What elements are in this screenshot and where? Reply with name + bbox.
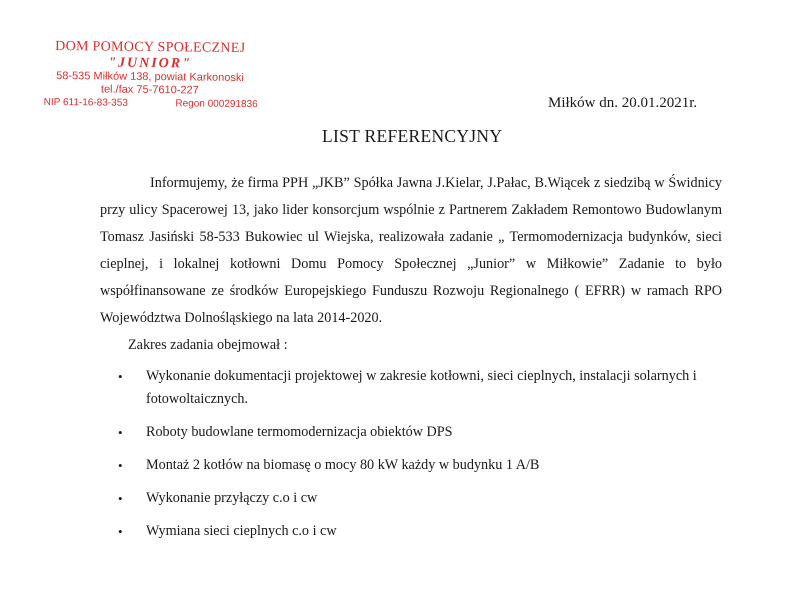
list-item bbox=[100, 487, 722, 510]
stamp-institution-subname: "JUNIOR" bbox=[108, 55, 193, 72]
scope-list bbox=[100, 365, 722, 543]
bullet-icon: • bbox=[118, 369, 123, 384]
stamp-ids bbox=[40, 96, 260, 112]
institution-stamp bbox=[40, 39, 261, 112]
main-paragraph: Informujemy, że firma PPH „JKB” Spółka Jawna J.Kielar, J.Pałac, B.Wiącek z siedzibą w Świdnicy przy ulicy Spacerowej 13, jako lider konsorcjum wspólnie z Partnerem Zakładem Remontowo Budowlanym Tomasz Jasiński 58-533 Bukowiec ul Wiejska, realizowała zadanie „ Termomodernizacja budynków, sieci cieplnej, i lokalnej kotłowni Domu Pomocy Społecznej „Junior” w Miłkowie” Zadanie to było współfinansowane ze środków Europejskiego Funduszu Rozwoju Regionalnego ( EFRR) w ramach RPO Województwa Dolnośląskiego na lata 2014-2020. bbox=[100, 175, 722, 326]
bullet-icon: • bbox=[118, 425, 123, 440]
list-item-text: Wykonanie przyłączy c.o i cw bbox=[146, 490, 318, 506]
list-item-text: Wykonanie dokumentacji projektowej w zakresie kotłowni, sieci cieplnych, instalacji solarnych i fotowoltaicznych. bbox=[146, 368, 697, 407]
list-item-text: Montaż 2 kotłów na biomasę o mocy 80 kW każdy w budynku 1 A/B bbox=[146, 457, 540, 473]
list-item bbox=[100, 520, 722, 543]
scope-intro: Zakres zadania obejmował : bbox=[128, 337, 288, 353]
bullet-icon: • bbox=[118, 491, 123, 506]
document-title: LIST REFERENCYJNY bbox=[322, 126, 503, 146]
list-item bbox=[100, 421, 722, 444]
stamp-institution-name: DOM POMOCY SPOŁECZNEJ bbox=[55, 39, 246, 56]
stamp-regon: Regon 000291836 bbox=[175, 98, 258, 111]
list-item-text: Wymiana sieci cieplnych c.o i cw bbox=[146, 523, 337, 539]
bullet-icon: • bbox=[118, 458, 123, 473]
stamp-nip: NIP 611-16-83-353 bbox=[43, 96, 128, 109]
list-item bbox=[100, 365, 722, 411]
letter-body bbox=[100, 170, 722, 543]
place-date: Miłków dn. 20.01.2021r. bbox=[548, 95, 698, 111]
list-item-text: Roboty budowlane termomodernizacja obiektów DPS bbox=[146, 424, 453, 440]
list-item bbox=[100, 454, 722, 477]
stamp-phone: tel./fax 75-7610-227 bbox=[100, 83, 199, 97]
stamp-address: 58-535 Miłków 138, powiat Karkonoski bbox=[56, 70, 244, 84]
bullet-icon: • bbox=[118, 524, 123, 539]
